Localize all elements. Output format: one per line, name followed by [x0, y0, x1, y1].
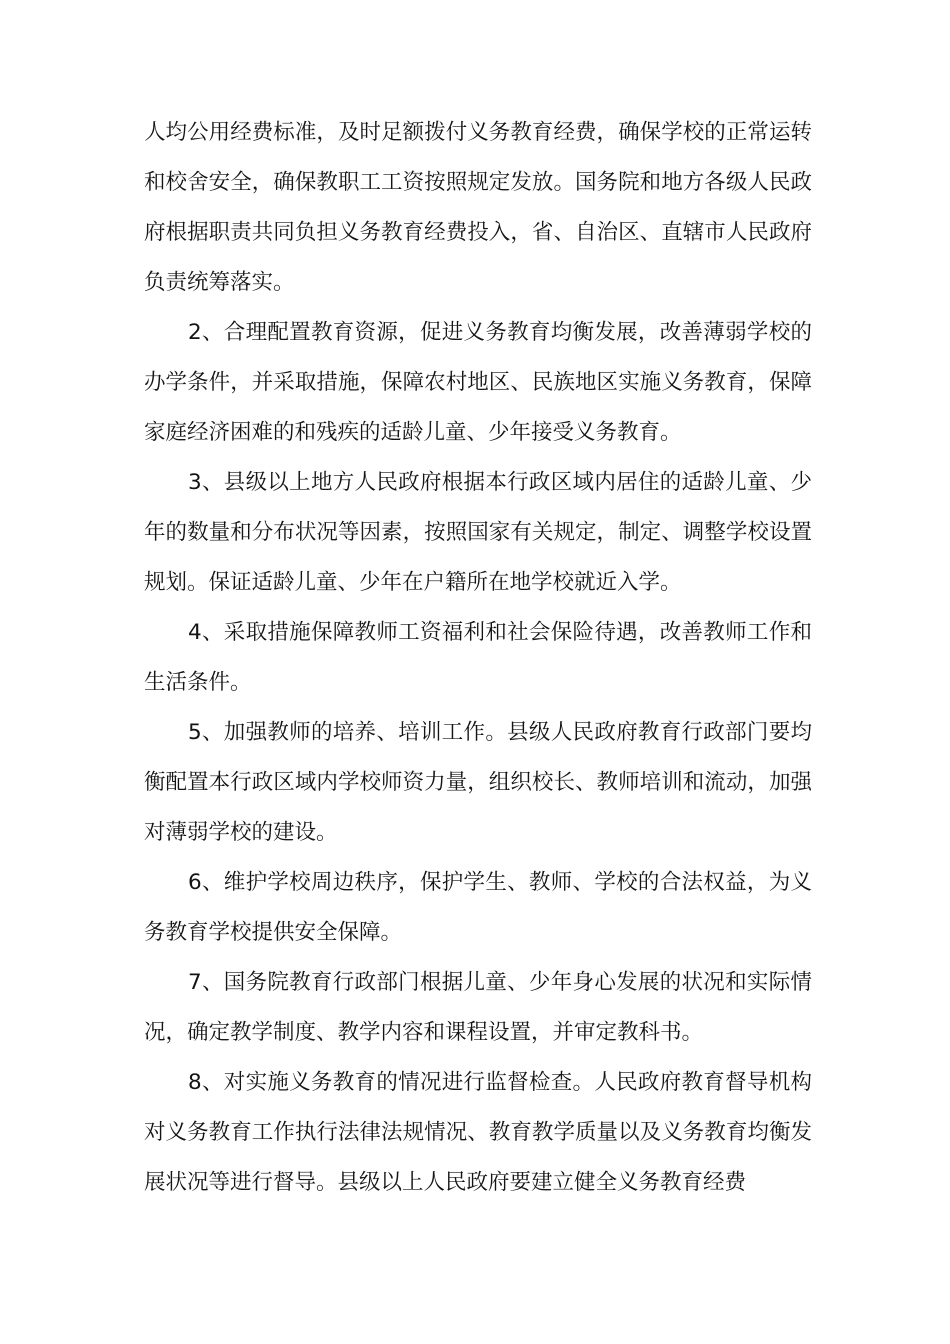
paragraph-item-6: 6、维护学校周边秩序，保护学生、教师、学校的合法权益，为义务教育学校提供安全保障。: [144, 870, 812, 945]
paragraph-continued: 人均公用经费标准，及时足额拨付义务教育经费，确保学校的正常运转和校舍安全，确保教职工工资按照规定发放。国务院和地方各级人民政府根据职责共同负担义务教育经费投入，省、自治区、直辖市人民政府负责统筹落实。: [144, 120, 812, 295]
paragraph-item-8: 8、对实施义务教育的情况进行监督检查。人民政府教育督导机构对义务教育工作执行法律法规情况、教育教学质量以及义务教育均衡发展状况等进行督导。县级以上人民政府要建立健全义务教育经费: [144, 1070, 812, 1195]
document-body: [144, 108, 812, 1208]
paragraph-item-7: 7、国务院教育行政部门根据儿童、少年身心发展的状况和实际情况，确定教学制度、教学内容和课程设置，并审定教科书。: [144, 970, 812, 1045]
paragraph-item-5: 5、加强教师的培养、培训工作。县级人民政府教育行政部门要均衡配置本行政区域内学校师资力量，组织校长、教师培训和流动，加强对薄弱学校的建设。: [144, 720, 812, 845]
paragraph-item-3: 3、县级以上地方人民政府根据本行政区域内居住的适龄儿童、少年的数量和分布状况等因素，按照国家有关规定，制定、调整学校设置规划。保证适龄儿童、少年在户籍所在地学校就近入学。: [144, 470, 812, 595]
paragraph-item-4: 4、采取措施保障教师工资福利和社会保险待遇，改善教师工作和生活条件。: [144, 620, 812, 695]
paragraph-item-2: 2、合理配置教育资源，促进义务教育均衡发展，改善薄弱学校的办学条件，并采取措施，保障农村地区、民族地区实施义务教育，保障家庭经济困难的和残疾的适龄儿童、少年接受义务教育。: [144, 320, 812, 445]
